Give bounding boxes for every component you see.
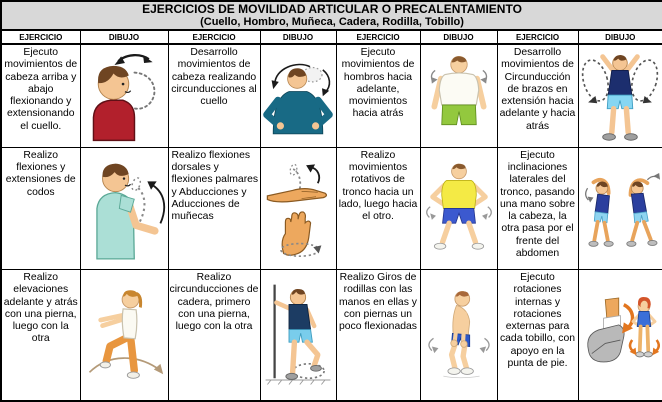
trunk-rotation-drawing [422,152,496,264]
exercise-cell: Realizo movimientos rotativos de tronco hacia un lado, luego hacia el otro. [336,147,420,269]
wrist-flexion-drawing [262,152,334,264]
column-header-dibujo-2: DIBUJO [260,30,336,44]
page-title: EJERCICIOS DE MOVILIDAD ARTICULAR O PRECALENTAMIENTO [142,2,522,17]
column-header-dibujo-3: DIBUJO [420,30,497,44]
lateral-bend-drawing [580,150,660,266]
exercise-cell: Realizo elevaciones adelante y atrás con una pierna, luego con la otra [1,270,80,401]
exercise-cell: Realizo circunducciones de cadera, primero con una pierna, luego con la otra [168,270,260,401]
column-header-ejercicio-2: EJERCICIO [168,30,260,44]
drawing-cell [260,147,336,269]
exercise-cell: Desarrollo movimientos de cabeza realizando circunducciones al cuello [168,44,260,147]
drawing-cell [578,147,662,269]
hip-circumduction-drawing [262,273,334,397]
exercise-cell: Desarrollo movimientos de Circunducción de brazos en extensión hacia adelante y hacia atrás [497,44,578,147]
table-title-cell [1,1,662,30]
exercise-cell: Ejecuto inclinaciones laterales del tronco, pasando una mano sobre la cabeza, la otra pasa por el frente del abdomen [497,147,578,269]
ankle-rotation-drawing [580,274,660,396]
drawing-cell [80,147,168,269]
drawing-cell [420,270,497,401]
neck-flexion-drawing [82,47,166,144]
drawing-cell [420,147,497,269]
knee-rotation-drawing [422,274,496,396]
exercise-cell: Realizo flexiones dorsales y flexiones palmares y Abducciones y Aducciones de muñecas [168,147,260,269]
column-header-ejercicio-3: EJERCICIO [336,30,420,44]
table-row [1,270,662,401]
exercise-cell: Ejecuto rotaciones internas y rotaciones externas para cada tobillo, con apoyo en la punta de pie. [497,270,578,401]
arm-circumduction-drawing [579,47,661,144]
column-header-dibujo-1: DIBUJO [80,30,168,44]
elbow-flexion-drawing [82,150,166,266]
column-header-ejercicio-4: EJERCICIO [497,30,578,44]
drawing-cell [80,270,168,401]
column-header-dibujo-4: DIBUJO [578,30,662,44]
exercise-cell: Realizo flexiones y extensiones de codos [1,147,80,269]
drawing-cell [80,44,168,147]
exercise-cell: Ejecuto movimientos de hombros hacia adelante, movimientos hacia atrás [336,44,420,147]
leg-elevation-drawing [82,273,166,397]
drawing-cell [260,44,336,147]
drawing-cell [578,44,662,147]
exercise-cell: Ejecuto movimientos de cabeza arriba y abajo flexionando y extensionando el cuello. [1,44,80,147]
table-row [1,44,662,147]
drawing-cell [578,270,662,401]
page-subtitle: (Cuello, Hombro, Muñeca, Cadera, Rodilla, Tobillo) [200,16,464,29]
drawing-cell [260,270,336,401]
exercise-cell: Realizo Giros de rodillas con las manos en ellas y con piernas un poco flexionadas [336,270,420,401]
shoulder-movement-drawing [422,47,496,144]
table-row [1,147,662,269]
column-header-ejercicio-1: EJERCICIO [1,30,80,44]
neck-circumduction-drawing [262,47,334,144]
drawing-cell [420,44,497,147]
